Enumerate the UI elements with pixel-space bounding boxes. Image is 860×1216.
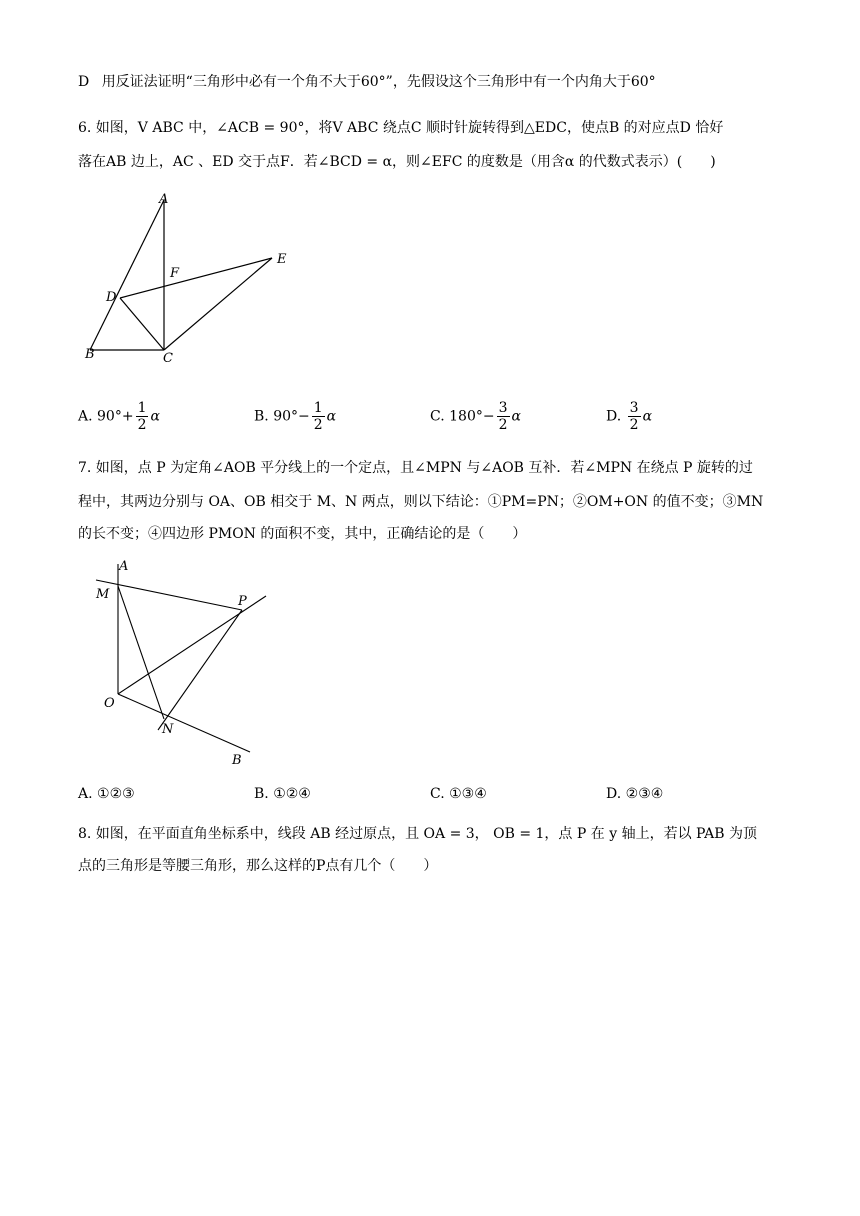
q6-stem-line2: 落在AB 边上，AC 、ED 交于点F．若∠BCD = α，则∠EFC 的度数是（用含α 的代数式表示）( ) bbox=[78, 154, 716, 170]
q6-label-c: C bbox=[163, 351, 173, 366]
q6-option-c-label: C. bbox=[430, 408, 445, 425]
q6-segment-dc bbox=[120, 298, 164, 350]
q6-option-b-prefix: 90°− bbox=[273, 408, 310, 425]
q7-segment-mn bbox=[118, 586, 164, 719]
q7-stem-line3: 的长不变；④四边形 PMON 的面积不变，其中，正确结论的是（ ） bbox=[78, 526, 527, 542]
q7-stem-line2: 程中，其两边分别与 OA、OB 相交于 M、N 两点，则以下结论：①PM=PN；②OM+ON 的值不变；③MN bbox=[78, 494, 764, 510]
q6-label-d: D bbox=[106, 290, 117, 305]
q6-segment-ba bbox=[90, 200, 164, 350]
q5-option-d-letter: D bbox=[78, 74, 90, 90]
q6-option-d-suffix: α bbox=[642, 408, 653, 425]
q7-figure bbox=[90, 556, 290, 770]
q6-option-a-label: A. bbox=[78, 408, 93, 425]
q8-stem-line1: 8. 如图，在平面直角坐标系中，线段 AB 经过原点，且 OA = 3， OB = 1，点 P 在 y 轴上，若以 PAB 为顶 bbox=[78, 826, 757, 842]
q7-option-a: A. ①②③ bbox=[78, 786, 135, 802]
q5-option-d bbox=[78, 72, 656, 92]
q8-stem-line2: 点的三角形是等腰三角形，那么这样的P点有几个（ ） bbox=[78, 858, 438, 874]
q6-label-e: E bbox=[277, 252, 287, 267]
q7-label-p: P bbox=[238, 594, 247, 609]
q7-option-b: B. ①②④ bbox=[254, 786, 311, 802]
q6-option-a-prefix: 90°+ bbox=[97, 408, 134, 425]
q6-option-d-fraction: $\frac{3}{2}$ bbox=[629, 400, 639, 433]
q6-option-d-label: D. bbox=[606, 408, 622, 425]
q6-option-b-fraction: $\frac{1}{2}$ bbox=[313, 400, 323, 433]
q7-option-c: C. ①③④ bbox=[430, 786, 487, 802]
q6-label-f: F bbox=[170, 266, 180, 281]
q6-figure bbox=[80, 188, 300, 368]
q7-line-np bbox=[158, 610, 242, 730]
q6-option-a bbox=[78, 400, 160, 433]
q6-stem-line1: 6. 如图，V ABC 中，∠ACB = 90°，将V ABC 绕点C 顺时针旋转得到△EDC，使点B 的对应点D 恰好 bbox=[78, 120, 724, 136]
q7-label-m: M bbox=[96, 587, 110, 602]
q6-option-c-suffix: α bbox=[511, 408, 521, 425]
q6-option-b-suffix: α bbox=[326, 408, 337, 425]
q6-label-a: A bbox=[159, 192, 169, 207]
q6-option-d bbox=[606, 400, 652, 433]
q7-label-o: O bbox=[104, 696, 115, 711]
q6-option-c-prefix: 180°− bbox=[449, 408, 495, 425]
q6-option-b bbox=[254, 400, 336, 433]
q5-option-d-text: 用反证法证明“三角形中必有一个角不大于60°”，先假设这个三角形中有一个内角大于60° bbox=[101, 74, 656, 90]
q7-stem-line1: 7. 如图，点 P 为定角∠AOB 平分线上的一个定点，且∠MPN 与∠AOB 互补．若∠MPN 在绕点 P 旋转的过 bbox=[78, 460, 753, 476]
q7-ray-ob bbox=[118, 694, 250, 752]
q7-bisector-op bbox=[118, 596, 266, 694]
q7-label-n: N bbox=[162, 722, 174, 737]
q6-option-b-label: B. bbox=[254, 408, 269, 425]
q7-option-d: D. ②③④ bbox=[606, 786, 664, 802]
q6-option-c bbox=[430, 400, 521, 433]
q6-option-c-fraction: $\frac{3}{2}$ bbox=[498, 400, 508, 433]
q6-option-a-suffix: α bbox=[150, 408, 160, 425]
q6-label-b: B bbox=[85, 347, 95, 362]
q7-label-b: B bbox=[232, 753, 242, 768]
q6-option-a-fraction: $\frac{1}{2}$ bbox=[137, 400, 147, 433]
q7-label-a: A bbox=[119, 559, 129, 574]
